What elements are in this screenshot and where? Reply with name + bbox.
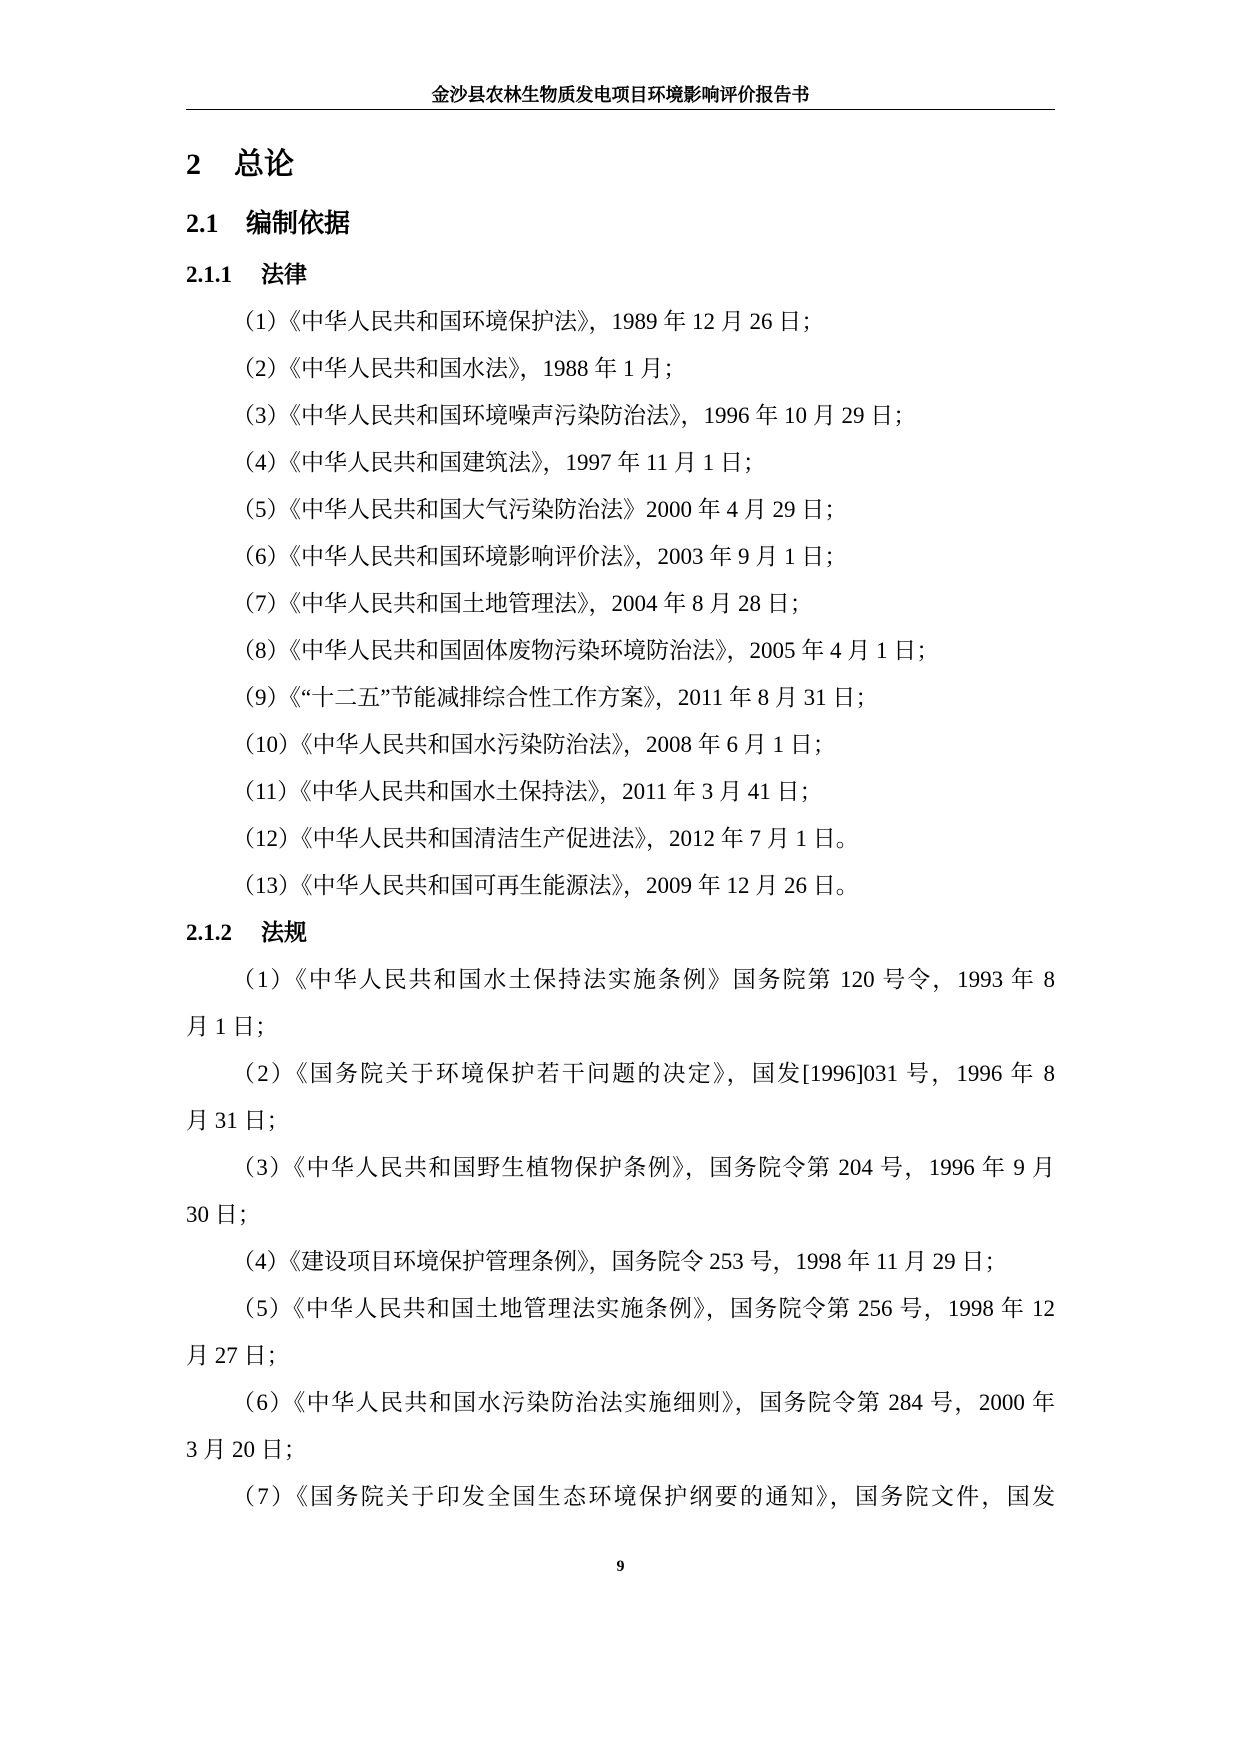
subsection-heading-laws xyxy=(186,260,307,290)
law-item: （10）《中华人民共和国水污染防治法》，2008 年 6 月 1 日； xyxy=(232,732,836,757)
subsection-number: 2.1.2 xyxy=(186,920,232,945)
chapter-title: 总论 xyxy=(234,148,294,181)
law-item: （7）《中华人民共和国土地管理法》，2004 年 8 月 28 日； xyxy=(232,591,813,616)
regulation-line: （4）《建设项目环境保护管理条例》，国务院令 253 号，1998 年 11 月 29 日； xyxy=(232,1249,1008,1274)
regulation-line: （5）《中华人民共和国土地管理法实施条例》，国务院令第 256 号，1998 年 12 xyxy=(232,1296,1055,1321)
header-rule xyxy=(186,109,1055,110)
law-item: （13）《中华人民共和国可再生能源法》，2009 年 12 月 26 日。 xyxy=(232,873,859,898)
law-item: （8）《中华人民共和国固体废物污染环境防治法》，2005 年 4 月 1 日； xyxy=(232,638,940,663)
section-title: 编制依据 xyxy=(246,209,351,238)
law-item: （3）《中华人民共和国环境噪声污染防治法》，1996 年 10 月 29 日； xyxy=(232,403,917,428)
law-item: （2）《中华人民共和国水法》，1988 年 1 月； xyxy=(232,356,687,381)
running-header-title: 金沙县农林生物质发电项目环境影响评价报告书 xyxy=(431,85,810,105)
regulation-line: （1）《中华人民共和国水土保持法实施条例》国务院第 120 号令，1993 年 8 xyxy=(232,967,1055,992)
regulation-line: 月 1 日； xyxy=(186,1014,278,1039)
regulation-line: （3）《中华人民共和国野生植物保护条例》，国务院令第 204 号，1996 年 9 月 xyxy=(232,1155,1055,1180)
section-number: 2.1 xyxy=(186,209,219,238)
page-number: 9 xyxy=(616,1558,625,1575)
law-item: （12）《中华人民共和国清洁生产促进法》，2012 年 7 月 1 日。 xyxy=(232,826,859,851)
regulation-line: （6）《中华人民共和国水污染防治法实施细则》，国务院令第 284 号，2000 年 xyxy=(232,1390,1055,1415)
subsection-title: 法规 xyxy=(261,920,307,945)
subsection-title: 法律 xyxy=(261,262,307,287)
chapter-heading xyxy=(186,145,294,185)
regulation-line: （2）《国务院关于环境保护若干问题的决定》，国发[1996]031 号，1996 年 8 xyxy=(232,1061,1055,1086)
regulation-line: 3 月 20 日； xyxy=(186,1437,307,1462)
section-heading xyxy=(186,206,350,242)
law-item: （5）《中华人民共和国大气污染防治法》2000 年 4 月 29 日； xyxy=(232,497,848,522)
law-item: （11）《中华人民共和国水土保持法》，2011 年 3 月 41 日； xyxy=(232,779,823,804)
law-item: （1）《中华人民共和国环境保护法》，1989 年 12 月 26 日； xyxy=(232,309,825,334)
law-item: （9）《“十二五”节能减排综合性工作方案》，2011 年 8 月 31 日； xyxy=(232,685,879,710)
regulation-line: 月 31 日； xyxy=(186,1108,290,1133)
law-item: （6）《中华人民共和国环境影响评价法》，2003 年 9 月 1 日； xyxy=(232,544,848,569)
subsection-heading-regulations xyxy=(186,918,307,948)
regulation-line: （7）《国务院关于印发全国生态环境保护纲要的通知》，国务院文件，国发 xyxy=(232,1484,1055,1509)
chapter-number: 2 xyxy=(186,148,201,181)
subsection-number: 2.1.1 xyxy=(186,262,232,287)
regulation-line: 月 27 日； xyxy=(186,1343,290,1368)
law-item: （4）《中华人民共和国建筑法》，1997 年 11 月 1 日； xyxy=(232,450,766,475)
regulation-line: 30 日； xyxy=(186,1202,261,1227)
